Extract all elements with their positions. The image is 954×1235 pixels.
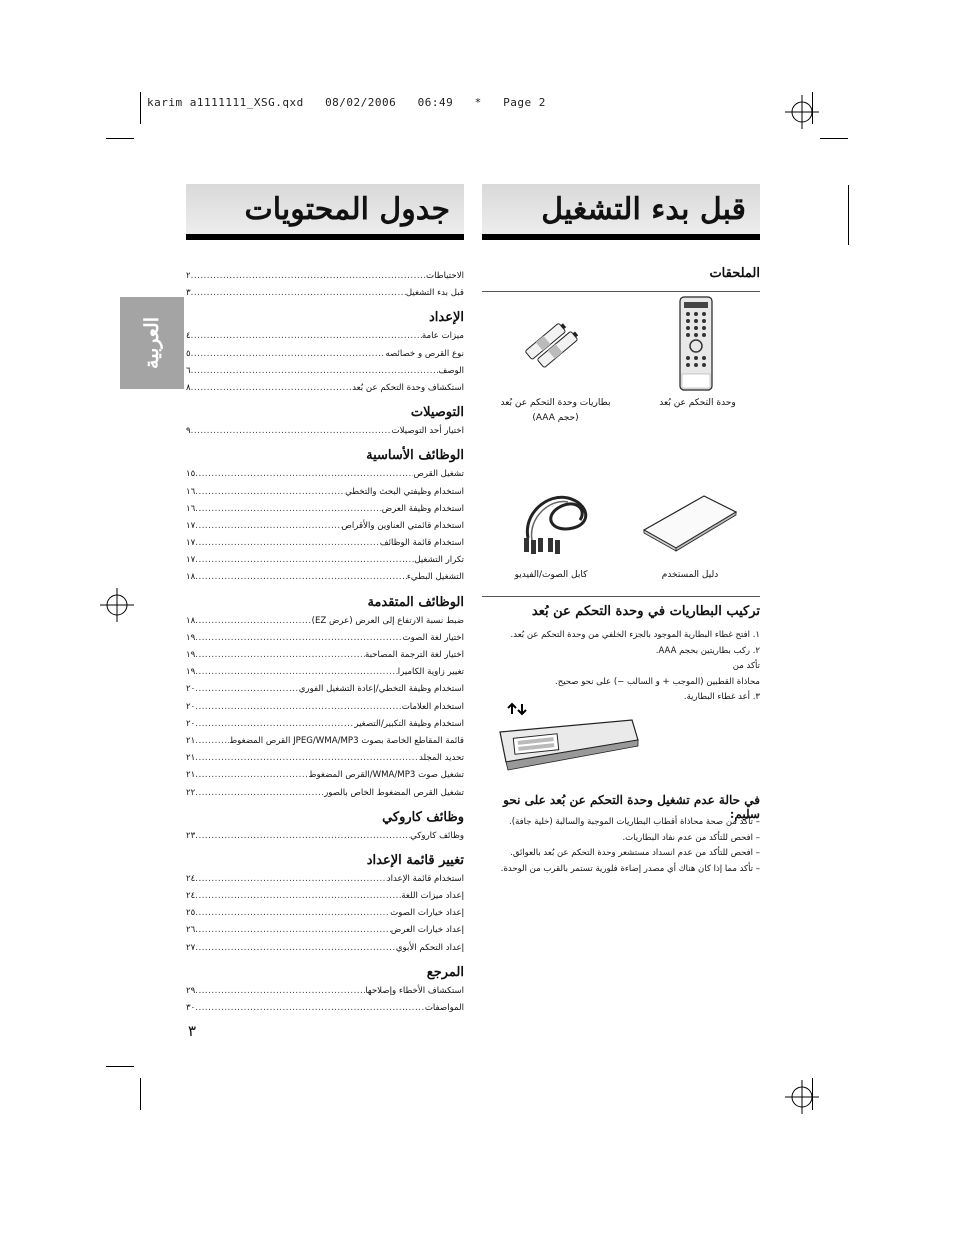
toc-row xyxy=(186,380,464,397)
toc-row xyxy=(186,484,464,501)
leader-dots xyxy=(195,828,410,845)
leader-dots xyxy=(195,733,229,750)
toc-entry-label: استكشاف الأخطاء وإصلاحها xyxy=(365,985,464,996)
install-step: تأكد من xyxy=(732,661,760,671)
install-step: محاذاة القطبين (الموجب + و السالب −) على نحو صحيح. xyxy=(555,676,760,687)
toc-row xyxy=(186,940,464,957)
registration-mark-icon xyxy=(100,588,134,622)
leader-dots xyxy=(191,328,422,345)
toc-entry-label: تكرار التشغيل xyxy=(414,555,464,566)
trouble-item: – تأكد من صحة محاذاة أقطاب البطاريات الموجبة والسالبة (خلية جافة). xyxy=(509,817,760,827)
toc-entry-label: استخدام وظيفة العرض xyxy=(381,503,464,514)
batteries-size: (حجم AAA) xyxy=(532,413,579,423)
toc-row xyxy=(186,699,464,716)
toc-entry-page: ١٥ xyxy=(186,469,196,480)
toc-section-heading: تغيير قائمة الإعداد xyxy=(366,852,464,868)
toc-row xyxy=(186,785,464,802)
cable-caption: كابل الصوت/الفيديو xyxy=(514,570,588,580)
toc-entry-page: ٣٠ xyxy=(186,1003,196,1013)
toc-section-heading: الوظائف المتقدمة xyxy=(367,594,464,610)
leader-dots xyxy=(195,569,407,586)
toc-entry-page: ٢٥ xyxy=(186,908,196,919)
toc-section-heading: التوصيلات xyxy=(410,405,464,421)
leader-dots xyxy=(191,346,386,363)
toc-entry-label: استكشاف وحدة التحكم عن بُعد xyxy=(352,382,464,393)
toc-entry-label: اختيار أحد التوصيلات xyxy=(391,426,464,437)
toc-entry-label: ميزات عامة xyxy=(421,331,464,342)
toc-entry-page: ٢٠ xyxy=(186,684,196,695)
crop-mark xyxy=(140,92,141,124)
leader-dots xyxy=(191,363,439,380)
toc-row xyxy=(186,828,464,845)
toc-entry-label: استخدام قائمة الوظائف xyxy=(379,538,464,549)
leader-dots xyxy=(195,785,324,802)
toc-row xyxy=(186,664,464,681)
battery-cover-illustration xyxy=(492,700,642,780)
toc-entry-label: وظائف كاروكي xyxy=(410,830,464,841)
toc-entry-label: ضبط نسبة الارتفاع إلى العرض (عرض EZ) xyxy=(311,615,464,626)
leader-dots xyxy=(195,983,365,1000)
toc-entry-label: تحديد المجلد xyxy=(419,753,464,764)
manual-icon xyxy=(640,490,740,552)
toc-entry-page: ٢٤ xyxy=(186,873,196,884)
toc-row xyxy=(186,328,464,345)
toc-entry-label: الوصف xyxy=(438,365,464,376)
divider xyxy=(482,596,760,597)
toc-row xyxy=(186,535,464,552)
leader-dots xyxy=(195,466,413,483)
toc-entry-label: قبل بدء التشغيل xyxy=(405,288,464,299)
toc-entry-label: تشغيل صوت WMA/MP3/القرص المضغوط xyxy=(308,770,464,781)
toc-entry-page: ١٨ xyxy=(186,572,196,583)
accessories-heading: الملحقات xyxy=(709,266,760,281)
trouble-list xyxy=(482,815,760,877)
toc-row xyxy=(186,767,464,784)
toc-entry-label: اختيار لغة الترجمة المصاحبة xyxy=(364,650,464,660)
toc-row xyxy=(186,552,464,569)
toc-row xyxy=(186,750,464,767)
leader-dots xyxy=(195,681,298,698)
toc-entry-page: ١٩ xyxy=(186,650,196,660)
toc-entry-page: ٢ xyxy=(186,271,191,281)
leader-dots xyxy=(195,518,341,535)
leader-dots xyxy=(195,922,391,939)
toc-row xyxy=(186,922,464,939)
toc-row xyxy=(186,681,464,698)
toc-entry-page: ٢٠ xyxy=(186,701,196,712)
install-heading: تركيب البطاريات في وحدة التحكم عن بُعد xyxy=(531,604,760,619)
leader-dots xyxy=(195,484,345,501)
toc-entry-page: ٢٩ xyxy=(186,985,196,996)
leader-dots xyxy=(195,552,414,569)
leader-dots xyxy=(191,285,406,302)
leader-dots xyxy=(195,716,354,733)
leader-dots xyxy=(195,767,308,784)
leader-dots xyxy=(195,647,365,664)
leader-dots xyxy=(195,871,387,888)
toc-entry-page: ٣ xyxy=(186,288,191,299)
page-number: ٣ xyxy=(188,1022,197,1040)
toc-entry-page: ٢٤ xyxy=(186,891,196,902)
toc-row xyxy=(186,1000,464,1017)
toc-entry-page: ١٧ xyxy=(186,520,196,531)
before-use-title-bar xyxy=(482,184,760,240)
toc-row xyxy=(186,285,464,302)
remote-caption: وحدة التحكم عن بُعد xyxy=(659,398,736,408)
leader-dots xyxy=(195,630,402,647)
toc-entry-label: الاحتياطات xyxy=(426,271,464,281)
toc-entry-label: تشغيل القرص المضغوط الخاص بالصور xyxy=(324,787,464,798)
leader-dots xyxy=(191,268,426,285)
language-tab-label: العربية xyxy=(141,317,163,369)
toc-row xyxy=(186,613,464,630)
trouble-item: – افحص للتأكد من عدم نفاد البطاريات. xyxy=(622,832,760,843)
leader-dots xyxy=(195,1000,425,1017)
toc-entry-page: ١٧ xyxy=(186,555,196,566)
divider xyxy=(482,291,760,292)
batteries-icon xyxy=(520,318,584,368)
toc-row xyxy=(186,501,464,518)
registration-mark-icon xyxy=(785,1080,819,1114)
toc-entry-label: المواصفات xyxy=(424,1003,464,1013)
toc-entry-page: ٢١ xyxy=(186,770,196,781)
before-use-title: قبل بدء التشغيل xyxy=(541,191,746,227)
toc-entry-label: إعداد التحكم الأبوي xyxy=(395,942,464,953)
trouble-item: – تأكد مما إذا كان هناك أي مصدر إضاءة فلورية تستمر بالقرب من الوحدة. xyxy=(500,863,760,874)
table-of-contents xyxy=(186,268,464,1017)
crop-mark xyxy=(106,138,134,139)
crop-mark xyxy=(140,1078,141,1110)
toc-entry-page: ٦ xyxy=(186,365,191,376)
toc-entry-label: قائمة المقاطع الخاصة بصوت JPEG/WMA/MP3 القرص المضغوط xyxy=(229,735,464,746)
toc-entry-label: استخدام وظيفة التكبير/التصغير xyxy=(354,718,464,729)
toc-row xyxy=(186,346,464,363)
crop-mark xyxy=(106,1066,134,1067)
toc-entry-page: ٢٧ xyxy=(186,942,196,953)
toc-section-heading: المرجع xyxy=(426,964,464,980)
toc-entry-label: استخدام قائمة الإعداد xyxy=(386,873,464,884)
toc-entry-label: نوع القرص و خصائصه xyxy=(385,348,464,359)
toc-row xyxy=(186,905,464,922)
crop-mark xyxy=(848,185,849,245)
leader-dots xyxy=(195,699,401,716)
toc-row xyxy=(186,733,464,750)
crop-mark xyxy=(820,138,848,139)
leader-dots xyxy=(195,613,311,630)
leader-dots xyxy=(195,750,419,767)
leader-dots xyxy=(195,940,396,957)
toc-row xyxy=(186,268,464,285)
install-step: ٣. أعد غطاء البطارية. xyxy=(683,692,760,702)
trouble-item: – افحص للتأكد من عدم انسداد مستشعر وحدة التحكم عن بُعد بالعوائق. xyxy=(510,848,760,858)
toc-row xyxy=(186,647,464,664)
manual-caption: دليل المستخدم xyxy=(661,570,719,580)
leader-dots xyxy=(195,501,382,518)
leader-dots xyxy=(195,905,390,922)
toc-entry-label: تشغيل القرص xyxy=(413,469,464,480)
language-tab xyxy=(120,297,184,389)
toc-row xyxy=(186,363,464,380)
toc-group xyxy=(186,268,464,302)
toc-row xyxy=(186,518,464,535)
toc-row xyxy=(186,983,464,1000)
toc-title: جدول المحتويات xyxy=(244,191,450,227)
toc-entry-page: ١٦ xyxy=(186,503,196,514)
install-steps xyxy=(482,628,760,706)
toc-entry-label: إعداد خيارات العرض xyxy=(390,925,464,936)
leader-dots xyxy=(195,535,379,552)
toc-section-heading: الوظائف الأساسية xyxy=(366,448,464,464)
leader-dots xyxy=(191,423,392,440)
leader-dots xyxy=(191,380,353,397)
toc-entry-page: ٢٣ xyxy=(186,830,196,841)
toc-section-heading: الإعداد xyxy=(428,310,464,326)
remote-control-icon xyxy=(678,296,714,392)
toc-entry-label: استخدام وظيفتي البحث والتخطي xyxy=(345,486,464,497)
install-step: ١. افتح غطاء البطارية الموجود بالجزء الخلفي من وحدة التحكم عن بُعد. xyxy=(510,630,760,640)
toc-row xyxy=(186,569,464,586)
toc-row xyxy=(186,423,464,440)
install-step: ٢. ركب بطاريتين بحجم AAA. xyxy=(655,645,760,656)
av-cable-icon xyxy=(518,478,598,558)
toc-entry-label: استخدام قائمتي العناوين والأقراص xyxy=(341,520,464,531)
toc-entry-page: ٢٠ xyxy=(186,718,196,729)
toc-title-bar xyxy=(186,184,464,240)
print-slug: karim a1111111_XSG.qxd 08/02/2006 06:49 * Page 2 xyxy=(147,96,546,109)
toc-entry-page: ٥ xyxy=(186,348,191,359)
toc-entry-label: إعداد خيارات الصوت xyxy=(390,908,464,919)
toc-entry-page: ٨ xyxy=(186,382,191,393)
toc-row xyxy=(186,466,464,483)
toc-entry-page: ١٦ xyxy=(186,486,196,497)
toc-row xyxy=(186,871,464,888)
trouble-heading: في حالة عدم تشغيل وحدة التحكم عن بُعد على نحو سليم: xyxy=(503,793,760,821)
toc-entry-page: ١٧ xyxy=(186,538,196,549)
toc-entry-page: ٢٦ xyxy=(186,925,196,936)
toc-entry-label: استخدام العلامات xyxy=(401,701,464,712)
toc-section-heading: وظائف كاروكي xyxy=(382,809,464,825)
toc-entry-label: تغيير زاوية الكاميرا xyxy=(397,667,464,678)
toc-entry-page: ٢٢ xyxy=(186,787,196,798)
toc-row xyxy=(186,716,464,733)
toc-row xyxy=(186,888,464,905)
toc-entry-page: ١٩ xyxy=(186,667,196,678)
toc-entry-page: ١٨ xyxy=(186,615,196,626)
toc-entry-page: ٢١ xyxy=(186,753,196,764)
leader-dots xyxy=(195,888,401,905)
registration-mark-icon xyxy=(785,95,819,129)
toc-entry-page: ٤ xyxy=(186,331,191,342)
toc-entry-label: التشغيل البطيء xyxy=(406,572,464,583)
toc-entry-page: ٩ xyxy=(186,426,191,437)
toc-row xyxy=(186,630,464,647)
leader-dots xyxy=(195,664,397,681)
toc-entry-label: اختيار لغة الصوت xyxy=(402,632,464,643)
toc-entry-label: استخدام وظيفة التخطي/إعادة التشغيل الفوري xyxy=(298,684,464,695)
batteries-caption: بطاريات وحدة التحكم عن بُعد xyxy=(500,398,611,408)
toc-entry-page: ١٩ xyxy=(186,632,196,643)
toc-entry-page: ٢١ xyxy=(186,735,196,746)
toc-entry-label: إعداد ميزات اللغة xyxy=(401,891,464,902)
